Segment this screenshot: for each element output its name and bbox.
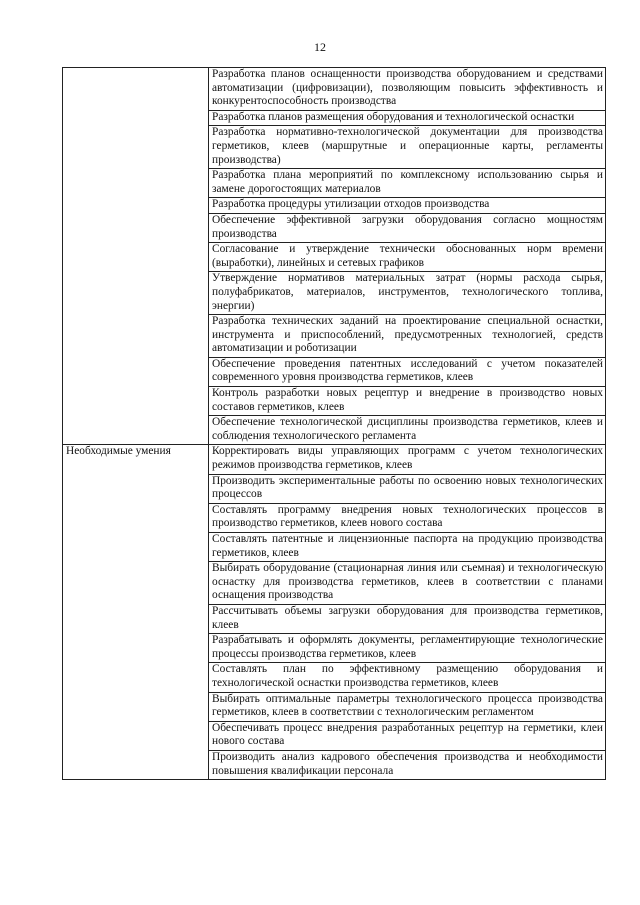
- action-cell: Контроль разработки новых рецептур и внедрение в производство новых составов герметиков, клеев: [209, 387, 606, 416]
- table-row: [63, 445, 606, 474]
- action-cell: Разработка планов оснащенности производства оборудованием и средствами автоматизации (цифровизации), позволяющим повысить эффективность и конкурентоспособность производства: [209, 68, 606, 111]
- action-cell: Разработка процедуры утилизации отходов производства: [209, 198, 606, 214]
- competency-table: [62, 67, 606, 780]
- action-cell: Разработка плана мероприятий по комплексному использованию сырья и замене дорогостоящих материалов: [209, 169, 606, 198]
- skill-cell: Составлять патентные и лицензионные паспорта на продукцию производства герметиков, клеев: [209, 533, 606, 562]
- action-cell: Обеспечение проведения патентных исследований с учетом показателей современного уровня производства герметиков, клеев: [209, 357, 606, 386]
- action-cell: Разработка планов размещения оборудования и технологической оснастки: [209, 110, 606, 126]
- skill-cell: Производить анализ кадрового обеспечения производства и необходимости повышения квалификации персонала: [209, 750, 606, 779]
- skill-cell: Составлять план по эффективному размещению оборудования и технологической оснастки производства герметиков, клеев: [209, 663, 606, 692]
- row-label-cell: [63, 68, 209, 445]
- action-cell: Обеспечение технологической дисциплины производства герметиков, клеев и соблюдения технологического регламента: [209, 416, 606, 445]
- action-cell: Разработка технических заданий на проектирование специальной оснастки, инструмента и приспособлений, предусмотренных технологией, средств автоматизации и роботизации: [209, 315, 606, 358]
- skill-cell: Разрабатывать и оформлять документы, регламентирующие технологические процессы производства герметиков, клеев: [209, 634, 606, 663]
- skill-cell: Рассчитывать объемы загрузки оборудования для производства герметиков, клеев: [209, 604, 606, 633]
- row-label-cell: Необходимые умения: [63, 445, 209, 780]
- table-row: [63, 68, 606, 111]
- skill-cell: Обеспечивать процесс внедрения разработанных рецептур на герметики, клеи нового состава: [209, 721, 606, 750]
- action-cell: Разработка нормативно-технологической документации для производства герметиков, клеев (маршрутные и операционные карты, регламенты производства): [209, 126, 606, 169]
- action-cell: Утверждение нормативов материальных затрат (нормы расхода сырья, полуфабрикатов, материалов, инструментов, технологического топлива, энергии): [209, 272, 606, 315]
- skill-cell: Выбирать оптимальные параметры технологического процесса производства герметиков, клеев в соответствии с технологическим регламентом: [209, 692, 606, 721]
- page-number: 12: [314, 40, 326, 54]
- skill-cell: Корректировать виды управляющих программ с учетом технологических режимов производства герметиков, клеев: [209, 445, 606, 474]
- skill-cell: Выбирать оборудование (стационарная линия или съемная) и технологическую оснастку для производства герметиков, клеев в соответствии с планами оснащения производства: [209, 562, 606, 605]
- action-cell: Согласование и утверждение технически обоснованных норм времени (выработки), линейных и сетевых графиков: [209, 243, 606, 272]
- action-cell: Обеспечение эффективной загрузки оборудования согласно мощностям производства: [209, 213, 606, 242]
- skill-cell: Производить экспериментальные работы по освоению новых технологических процессов: [209, 474, 606, 503]
- skill-cell: Составлять программу внедрения новых технологических процессов в производство герметиков, клеев нового состава: [209, 503, 606, 532]
